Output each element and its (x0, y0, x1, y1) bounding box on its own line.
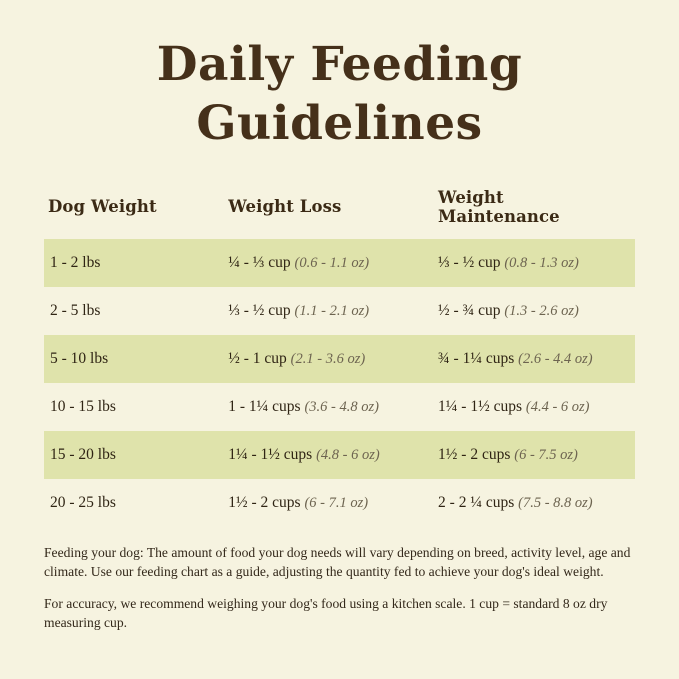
cell-weight-loss (224, 287, 434, 335)
cell-weight-loss-oz: (0.6 - 1.1 oz) (294, 254, 370, 271)
table-row (44, 335, 635, 383)
cell-weight-maintenance-oz: (6 - 7.5 oz) (514, 446, 578, 463)
feeding-table-wrapper (44, 188, 635, 527)
cell-weight-loss (224, 239, 434, 287)
table-header-row (44, 188, 635, 239)
table-row (44, 383, 635, 431)
cell-weight-loss (224, 383, 434, 431)
cell-weight-maintenance (434, 431, 635, 479)
cell-weight-maintenance (434, 335, 635, 383)
note-feeding-your-dog: Feeding your dog: The amount of food your dog needs will vary depending on breed, activity level, age and climate. Use our feeding chart as a guide, adjusting the quantity fed to achieve your dog's ideal weight. (44, 544, 631, 579)
cell-weight-maintenance-cups: 1½ - 2 cups (438, 445, 511, 463)
cell-weight-maintenance-cups: ¾ - 1¼ cups (438, 349, 515, 367)
cell-weight-maintenance-oz: (4.4 - 6 oz) (525, 398, 590, 415)
cell-dog-weight: 10 - 15 lbs (50, 397, 116, 415)
table-row (44, 239, 635, 287)
column-header-weight-loss: Weight Loss (228, 197, 342, 216)
column-header-dog-weight: Dog Weight (48, 197, 157, 216)
cell-dog-weight: 1 - 2 lbs (44, 239, 224, 287)
cell-weight-loss-oz: (6 - 7.1 oz) (304, 494, 369, 511)
cell-weight-maintenance-oz: (7.5 - 8.8 oz) (518, 494, 593, 511)
table-row (44, 479, 635, 527)
cell-weight-maintenance (434, 239, 635, 287)
page-title-line-2: Guidelines (196, 95, 483, 151)
cell-weight-maintenance-cups: 2 - 2 ¼ cups (438, 493, 515, 511)
table-row (44, 287, 635, 335)
cell-dog-weight: 5 - 10 lbs (44, 335, 224, 383)
cell-dog-weight: 15 - 20 lbs (44, 431, 224, 479)
cell-dog-weight: 2 - 5 lbs (50, 301, 101, 319)
page-title-line-1: Daily Feeding (156, 37, 523, 92)
cell-weight-loss-cups: 1¼ - 1½ cups (228, 445, 313, 463)
cell-weight-maintenance-oz: (2.6 - 4.4 oz) (518, 350, 593, 367)
table-header (44, 188, 635, 239)
page-title (0, 0, 679, 154)
cell-weight-loss-oz: (4.8 - 6 oz) (316, 446, 380, 463)
cell-weight-maintenance (434, 287, 635, 335)
cell-weight-loss-cups: 1 - 1¼ cups (228, 397, 301, 415)
notes-section (44, 543, 635, 633)
cell-weight-maintenance-cups: ½ - ¾ cup (438, 301, 501, 319)
cell-weight-loss (224, 479, 434, 527)
column-header-weight-maintenance: Weight Maintenance (438, 187, 560, 226)
cell-weight-loss-cups: ½ - 1 cup (228, 349, 287, 367)
cell-weight-maintenance-cups: 1¼ - 1½ cups (438, 397, 522, 415)
cell-weight-loss-cups: 1½ - 2 cups (228, 493, 301, 511)
cell-weight-loss (224, 431, 434, 479)
feeding-table (44, 188, 635, 527)
cell-weight-maintenance-oz: (0.8 - 1.3 oz) (504, 254, 579, 271)
cell-weight-loss-oz: (2.1 - 3.6 oz) (290, 350, 366, 367)
note-accuracy: For accuracy, we recommend weighing your dog's food using a kitchen scale. 1 cup = standard 8 oz dry measuring cup. (44, 596, 608, 631)
cell-weight-loss (224, 335, 434, 383)
table-body (44, 239, 635, 527)
cell-weight-maintenance (434, 383, 635, 431)
cell-weight-maintenance-cups: ⅓ - ½ cup (438, 253, 501, 271)
table-row (44, 431, 635, 479)
cell-weight-maintenance (434, 479, 635, 527)
cell-weight-loss-cups: ¼ - ⅓ cup (228, 253, 291, 271)
cell-weight-loss-cups: ⅓ - ½ cup (228, 301, 291, 319)
cell-dog-weight: 20 - 25 lbs (50, 493, 116, 511)
cell-weight-loss-oz: (1.1 - 2.1 oz) (294, 302, 370, 319)
cell-weight-loss-oz: (3.6 - 4.8 oz) (304, 398, 379, 415)
cell-weight-maintenance-oz: (1.3 - 2.6 oz) (504, 302, 579, 319)
